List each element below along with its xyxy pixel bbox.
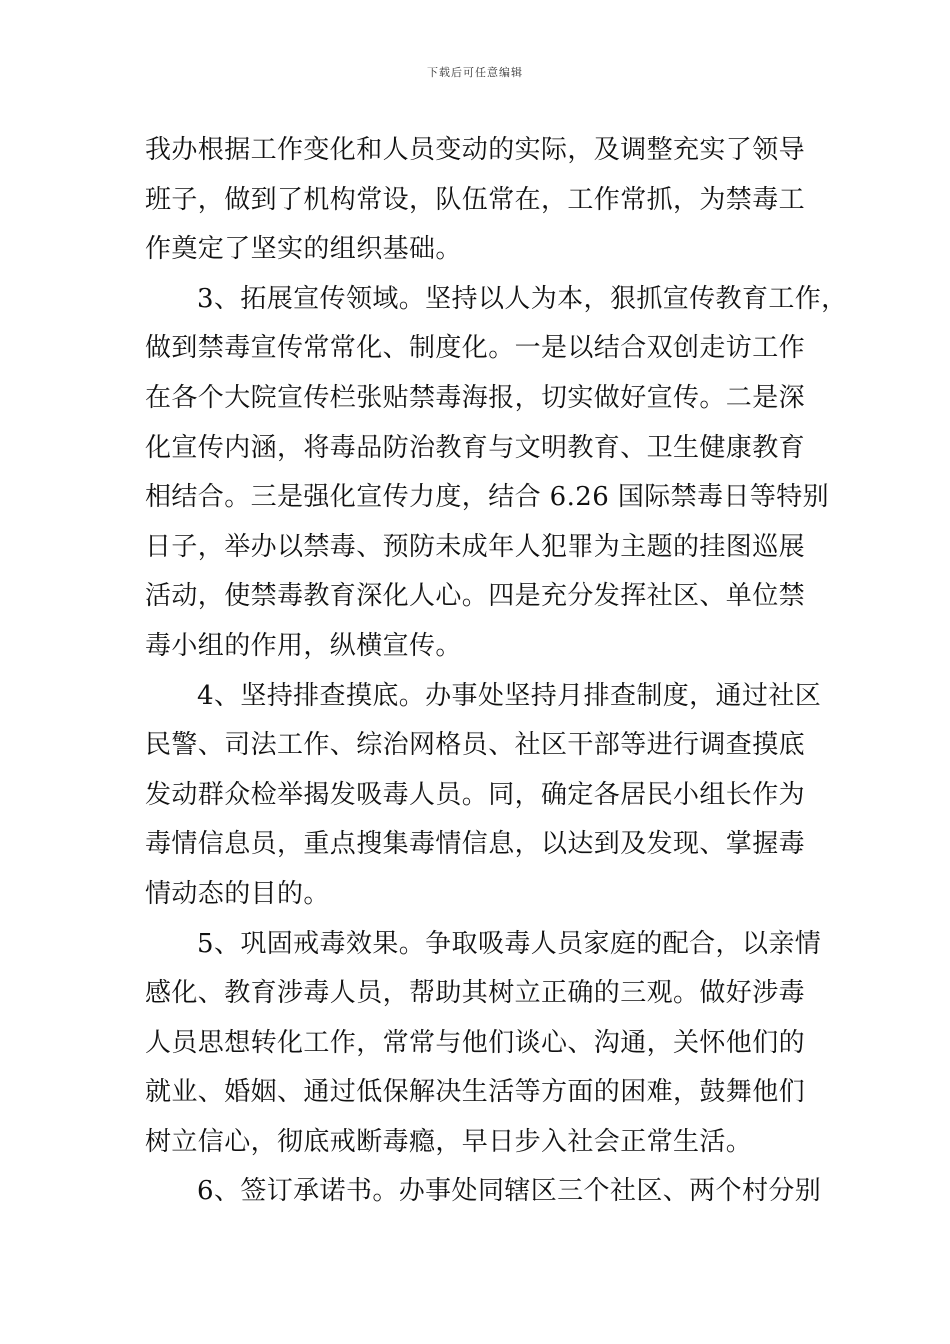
text-line: 毒小组的作用，纵横宣传。: [145, 630, 462, 661]
text-line: 做到禁毒宣传常常化、制度化。一是以结合双创走访工作: [145, 333, 806, 364]
text-line: 毒情信息员，重点搜集毒情信息，以达到及发现、掌握毒: [145, 829, 806, 860]
text-line: 活动，使禁毒教育深化人心。四是充分发挥社区、单位禁: [145, 581, 806, 612]
text-line: 日子，举办以禁毒、预防未成年人犯罪为主题的挂图巡展: [145, 531, 806, 562]
text-line: 在各个大院宣传栏张贴禁毒海报，切实做好宣传。二是深: [145, 382, 806, 413]
text-line: 发动群众检举揭发吸毒人员。同，确定各居民小组长作为: [145, 779, 806, 810]
paragraph-start-line: 4、坚持排查摸底。办事处坚持月排查制度，通过社区: [197, 680, 822, 711]
text-line: 情动态的目的。: [145, 878, 330, 909]
document-body: [145, 126, 848, 1217]
text-line: 班子，做到了机构常设，队伍常在，工作常抓，为禁毒工: [145, 184, 806, 215]
text-line: 民警、司法工作、综治网格员、社区干部等进行调查摸底: [145, 730, 806, 761]
paragraph-start-line: 6、签订承诺书。办事处同辖区三个社区、两个村分别: [197, 1176, 822, 1207]
text-line: 树立信心，彻底戒断毒瘾，早日步入社会正常生活。: [145, 1126, 753, 1157]
text-line: 感化、教育涉毒人员，帮助其树立正确的三观。做好涉毒: [145, 978, 806, 1009]
paragraph-start-line: 5、巩固戒毒效果。争取吸毒人员家庭的配合，以亲情: [197, 928, 822, 959]
text-line: 相结合。三是强化宣传力度，结合 6.26 国际禁毒日等特别: [145, 482, 830, 513]
text-line: 化宣传内涵，将毒品防治教育与文明教育、卫生健康教育: [145, 432, 806, 463]
page-header: 下载后可任意编辑: [427, 66, 523, 79]
paragraph-start-line: 3、拓展宣传领域。坚持以人为本，狠抓宣传教育工作，: [197, 283, 848, 314]
text-line: 作奠定了坚实的组织基础。: [145, 234, 462, 265]
text-line: 人员思想转化工作，常常与他们谈心、沟通，关怀他们的: [145, 1027, 806, 1058]
text-line: 就业、婚姻、通过低保解决生活等方面的困难，鼓舞他们: [145, 1077, 806, 1108]
text-line: 我办根据工作变化和人员变动的实际，及调整充实了领导: [145, 135, 806, 165]
